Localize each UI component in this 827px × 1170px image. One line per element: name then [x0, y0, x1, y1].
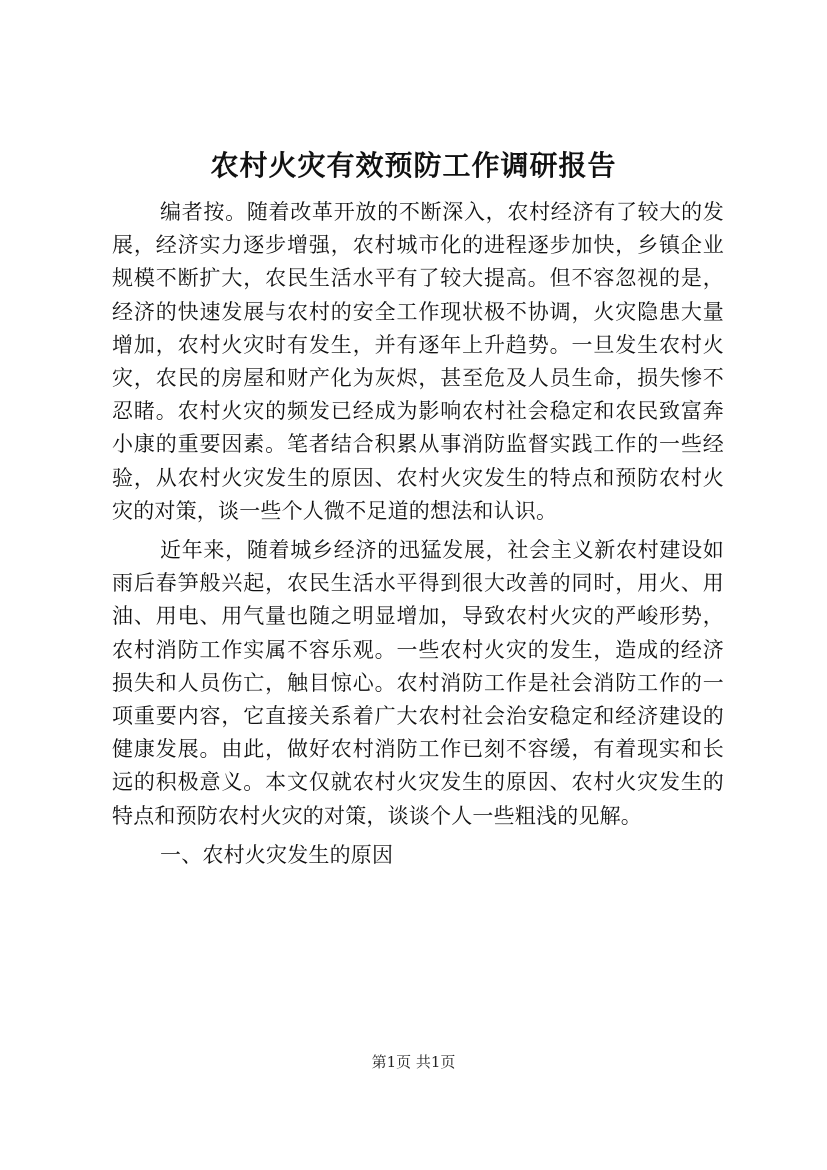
introduction-paragraph: 近年来，随着城乡经济的迅猛发展，社会主义新农村建设如雨后春笋般兴起，农民生活水平得到很大改善的同时，用火、用油、用电、用气量也随之明显增加，导致农村火灾的严峻形势，农村消防工作实属不容乐观。一些农村火灾的发生，造成的经济损失和人员伤亡，触目惊心。农村消防工作是社会消防工作的一项重要内容，它直接关系着广大农村社会治安稳定和经济建设的健康发展。由此，做好农村消防工作已刻不容缓，有着现实和长远的积极意义。本文仅就农村火灾发生的原因、农村火灾发生的特点和预防农村火灾的对策，谈谈个人一些粗浅的见解。 [112, 538, 724, 828]
document-title: 农村火灾有效预防工作调研报告 [210, 149, 617, 182]
editor-note-paragraph: 编者按。随着改革开放的不断深入，农村经济有了较大的发展，经济实力逐步增强，农村城市化的进程逐步加快，乡镇企业规模不断扩大，农民生活水平有了较大提高。但不容忽视的是，经济的快速发展与农村的安全工作现状极不协调，火灾隐患大量增加，农村火灾时有发生，并有逐年上升趋势。一旦发生农村火灾，农民的房屋和财产化为灰烬，甚至危及人员生命，损失惨不忍睹。农村火灾的频发已经成为影响农村社会稳定和农民致富奔小康的重要因素。笔者结合积累从事消防监督实践工作的一些经验，从农村火灾发生的原因、农村火灾发生的特点和预防农村火灾的对策，谈一些个人微不足道的想法和认识。 [112, 200, 724, 523]
page-number-footer: 第1页 共1页 [371, 1053, 456, 1071]
document-body [112, 196, 724, 872]
section-heading-causes: 一、农村火灾发生的原因 [160, 842, 394, 867]
